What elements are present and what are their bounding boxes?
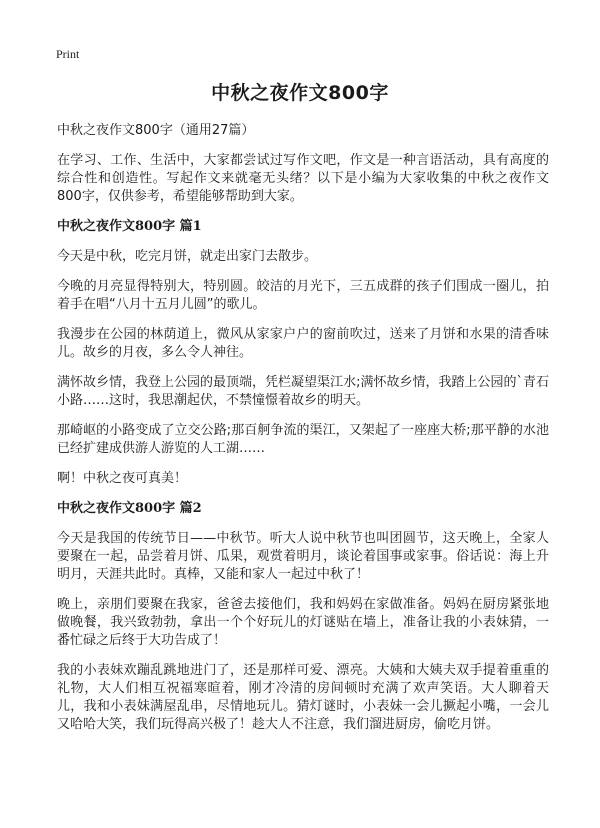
page-title: 中秋之夜作文800字	[211, 82, 389, 104]
section-paragraph: 今天是我国的传统节日——中秋节。听大人说中秋节也叫团圆节，这天晚上，全家人要聚在一起，品尝着月饼、瓜果，观赏着明月，谈论着国事或家事。俗话说：海上升明月，天涯共此时。真棒，又能和家人一起过中秋了！	[57, 531, 549, 582]
section-paragraph: 今晚的月亮显得特别大，特别圆。皎洁的月光下，三五成群的孩子们围成一圈儿，拍着手在唱“八月十五月儿圆”的歌儿。	[57, 279, 549, 312]
print-link[interactable]: Print	[56, 47, 80, 61]
section-heading: 中秋之夜作文800字 篇2	[57, 501, 202, 516]
section-paragraph: 满怀故乡情，我登上公园的最顶端，凭栏凝望渠江水;满怀故乡情，我踏上公园的`青石小路……这时，我思潮起伏，不禁憧憬着故乡的明天。	[57, 375, 549, 408]
section-paragraph: 啊！中秋之夜可真美！	[57, 471, 188, 486]
section-heading: 中秋之夜作文800字 篇1	[57, 219, 202, 234]
section-paragraph: 那崎岖的小路变成了立交公路;那百舸争流的渠江，又架起了一座座大桥;那平静的水池已经扩建成供游人游览的人工湖……	[57, 423, 549, 456]
section-paragraph: 我漫步在公园的林荫道上，微风从家家户户的窗前吹过，送来了月饼和水果的清香味儿。故乡的月夜，多么令人神往。	[57, 327, 549, 360]
section-paragraph: 晚上，亲朋们要聚在我家，爸爸去接他们，我和妈妈在家做准备。妈妈在厨房紧张地做晚餐，我兴致勃勃，拿出一个个好玩儿的灯谜贴在墙上，准备让我的小表妹猜，一番忙碌之后终于大功告成了！	[57, 597, 549, 648]
section-paragraph: 我的小表妹欢蹦乱跳地进门了，还是那样可爱、漂亮。大姨和大姨夫双手提着重重的礼物，大人们相互祝福寒暄着，刚才冷清的房间顿时充满了欢声笑语。大人聊着天儿，我和小表妹满屋乱串，尽情地玩儿。猜灯谜时，小表妹一会儿撅起小嘴，一会儿又哈哈大笑，我们玩得高兴极了！趁大人不注意，我们溜进厨房，偷吃月饼。	[57, 663, 549, 732]
intro-paragraph: 在学习、工作、生活中，大家都尝试过写作文吧，作文是一种言语活动，具有高度的综合性和创造性。写起作文来就毫无头绪？以下是小编为大家收集的中秋之夜作文800字，仅供参考，希望能够帮助到大家。	[57, 153, 549, 204]
section-paragraph: 今天是中秋，吃完月饼，就走出家门去散步。	[57, 249, 318, 264]
document-body	[57, 122, 549, 746]
document-subtitle: 中秋之夜作文800字（通用27篇）	[57, 123, 255, 138]
